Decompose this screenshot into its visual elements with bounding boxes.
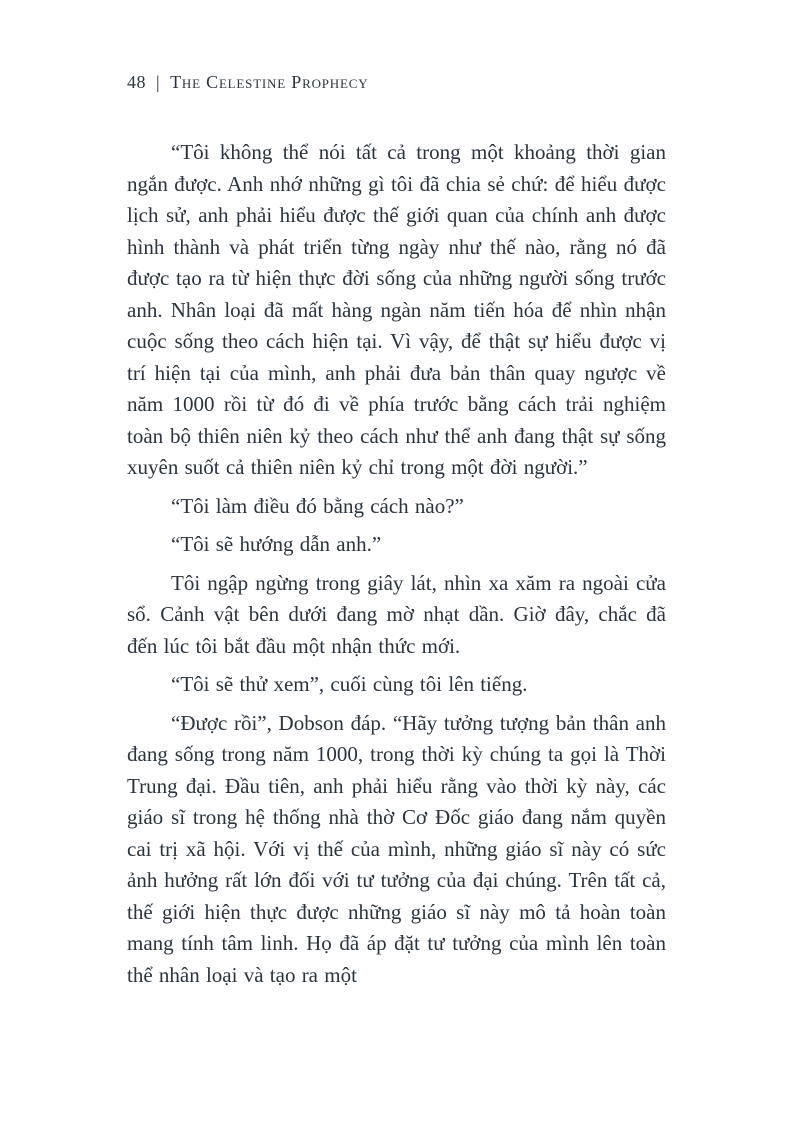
paragraph-dialogue-reply: “Tôi sẽ thử xem”, cuối cùng tôi lên tiếng.	[171, 672, 528, 696]
paragraph-dialogue-question: “Tôi làm điều đó bằng cách nào?”	[171, 493, 464, 518]
header-separator: |	[156, 72, 161, 92]
paragraph-dialogue-long: “Tôi không thể nói tất cả trong một khoảng thời gian ngắn được. Anh nhớ những gì tôi đã chia sẻ chứ: để hiểu được lịch sử, anh phải hiểu được thế giới quan của chính anh được hình thành và phát triển từng ngày như thế nào, rằng nó đã được tạo ra từ hiện thực đời sống của những người sống trước anh. Nhân loại đã mất hàng ngàn năm tiến hóa để nhìn nhận cuộc sống theo cách hiện tại. Vì vậy, để thật sự hiểu được vị trí hiện tại của mình, anh phải đưa bản thân quay ngược về năm 1000 rồi từ đó đi về phía trước bằng cách trải nghiệm toàn bộ thiên niên kỷ theo cách như thể anh đang thật sự sống xuyên suốt cả thiên niên kỷ chỉ trong một đời người.”	[127, 140, 666, 479]
body-text	[127, 137, 666, 991]
paragraph-dialogue-dobson: “Được rồi”, Dobson đáp. “Hãy tưởng tượng bản thân anh đang sống trong năm 1000, trong thời kỳ chúng ta gọi là Thời Trung đại. Đầu tiên, anh phải hiểu rằng vào thời kỳ này, các giáo sĩ trong hệ thống nhà thờ Cơ Đốc giáo đang nắm quyền cai trị xã hội. Với vị thế của mình, những giáo sĩ này có sức ảnh hưởng rất lớn đối với tư tưởng của đại chúng. Trên tất cả, thế giới hiện thực được những giáo sĩ này mô tả hoàn toàn mang tính tâm linh. Họ đã áp đặt tư tưởng của mình lên toàn thể nhân loại và tạo ra một	[127, 710, 666, 987]
running-header	[127, 72, 666, 93]
book-title: The Celestine Prophecy	[170, 72, 369, 92]
page-number: 48	[127, 72, 146, 92]
paragraph-dialogue-answer: “Tôi sẽ hướng dẫn anh.”	[171, 532, 382, 556]
paragraph-narration: Tôi ngập ngừng trong giây lát, nhìn xa xăm ra ngoài cửa sổ. Cảnh vật bên dưới đang mờ nhạt dần. Giờ đây, chắc đã đến lúc tôi bắt đầu một nhận thức mới.	[127, 570, 666, 658]
